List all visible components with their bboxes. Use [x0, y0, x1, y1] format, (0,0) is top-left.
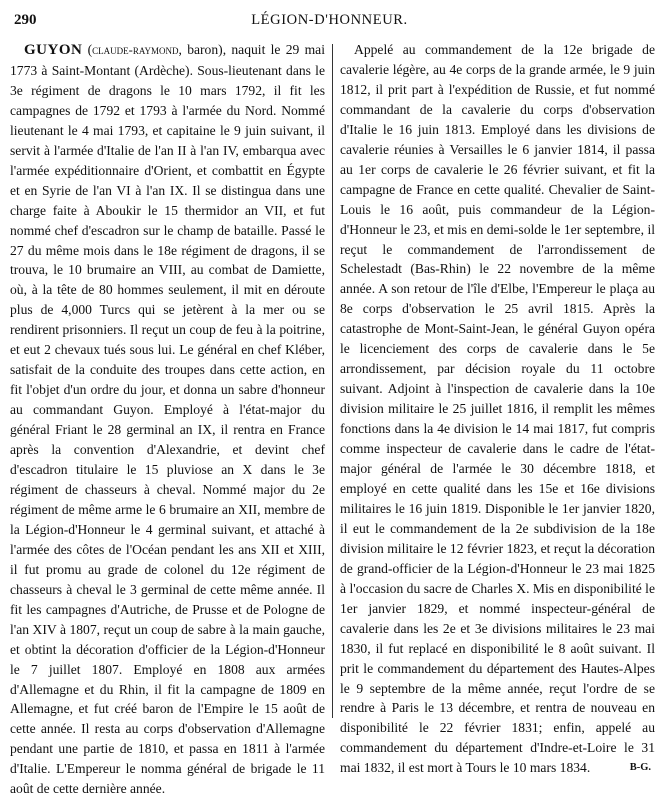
entry-given-name: claude-raymond: [92, 43, 179, 57]
author-signature: B-G.: [629, 762, 651, 774]
entry-surname: GUYON: [24, 42, 83, 58]
page-number: 290: [14, 12, 37, 28]
entry-paragraph-left: [10, 40, 325, 799]
right-column: [340, 40, 655, 776]
entry-body-left: , naquit le 29 mai 1773 à Saint-Montant (Ardèche). Sous-lieutenant dans le 3e régiment de dragons le 10 mars 1792, il fit les campagnes de 1792 et 1793 à l'armée du Nord. Nommé lieutenant le 4 mai 1793, et capitaine le 9 juin suivant, il servit à l'armée d'Italie de l'an II à l'an IV, embarqua avec l'armée expéditionnaire d'Orient, et combattit en Égypte et en Syrie de l'an VI à l'an IX. Il se distingua dans une charge faite à Aboukir le 15 thermidor an VII, et fut nommé chef d'escadron sur le champ de bataille. Passé le 27 du même mois dans le 18e régiment de dragons, il se trouva, le 10 brumaire an VIII, au combat de Damiette, où, à la tête de 80 hommes seulement, il mit en déroute plus de 4,000 Turcs qui se jetèrent à la mer ou se rendirent prisonniers. Il reçut un coup de feu à la poitrine, et eut 2 chevaux tués sous lui. Le général en chef Kléber, satisfait de la conduite des troupes dans cette action, en fit l'objet d'un ordre du jour, et donna un sabre d'honneur au commandant Guyon. Employé à l'état-major du général Friant le 28 germinal an IX, il rentra en France après la convention d'Alexandrie, et devint chef d'escadron titulaire le 15 pluviose an X dans le 3e régiment de chasseurs à cheval. Nommé major du 2e régiment de même arme le 6 brumaire an XII, membre de la Légion-d'Honneur le 4 germinal suivant, et attaché à l'armée des côtes de l'Océan pendant les ans XII et XIII, il fut promu au grade de colonel du 12e régiment de chasseurs à cheval le 3 germinal de cette même année. Il fit les campagnes d'Autriche, de Prusse et de Pologne de l'an XIV à 1807, reçut un coup de sabre à la main gauche, et obtint la décoration d'officier de la Légion-d'Honneur le 7 juillet 1807. Employé en 1808 aux armées d'Allemagne et du Rhin, il fit la campagne de 1809 en Allemagne, et fut créé baron de l'Empire le 15 août de cette année. Il resta au corps d'observation d'Allemagne pendant une partie de 1810, et passa en 1811 à l'armée d'Italie. L'Empereur le nomma général de brigade le 11 août de cette dernière année.: [10, 42, 325, 797]
entry-paragraph-right: [340, 40, 655, 778]
column-divider: [332, 44, 333, 718]
given-name-open: (: [82, 42, 93, 57]
left-column: [10, 40, 325, 797]
page-header: [6, 6, 653, 36]
given-name-close: , baron): [178, 42, 223, 57]
entry-body-right: Appelé au commandement de la 12e brigade de cavalerie légère, au 4e corps de la grande armée, le 9 juin 1812, il prit part à l'expédition de Russie, et fut nommé commandant de la cavalerie du corps d'observation d'Italie le 16 juin 1813. Employé dans les divisions de cavalerie réunies à Versailles le 6 janvier 1814, il passa au 1er corps de cavalerie le 26 février suivant, et fit la campagne de France en cette qualité. Chevalier de Saint-Louis le 16 août, puis commandeur de la Légion-d'Honneur le 23, et mis en demi-solde le 1er septembre, il reçut le commandement de l'arrondissement de Schelestadt (Bas-Rhin) le 22 novembre de la même année. A son retour de l'île d'Elbe, l'Empereur le plaça au 8e corps d'observation le 25 avril 1815. Après la catastrophe de Mont-Saint-Jean, le général Guyon opéra le licenciement des corps de cavalerie dans le 5e arrondissement, par décision royale du 11 octobre suivant. Adjoint à l'inspection de cavalerie dans la 10e division militaire le 25 juillet 1816, il remplit les mêmes fonctions dans la 4e division le 14 mai 1817, fut compris comme inspecteur de cavalerie dans le cadre de l'état-major général de l'armée le 30 décembre 1818, et employé en cette qualité dans les 15e et 16e divisions militaires le 16 juin 1819. Disponible le 1er janvier 1820, il eut le commandement de la 2e subdivision de la 18e division militaire le 12 février 1823, et reçut la décoration de grand-officier de la Légion-d'Honneur le 23 mai 1825 à l'occasion du sacre de Charles X. Mis en disponibilité le 1er janvier 1829, et nommé inspecteur-général de cavalerie dans les 2e et 3e divisions militaires le 23 mai 1830, il fut replacé en disponibilité le 8 août suivant. Il prit le commandement du département des Hautes-Alpes le 9 septembre de la même année, reçut l'ordre de se rendre à Paris le 13 décembre, et rentra de nouveau en disponibilité le 22 février 1831; enfin, appelé au commandement du département d'Indre-et-Loire le 31 mai 1832, il est mort à Tours le 10 mars 1834.: [340, 42, 655, 776]
running-title: LÉGION-D'HONNEUR.: [251, 12, 408, 28]
